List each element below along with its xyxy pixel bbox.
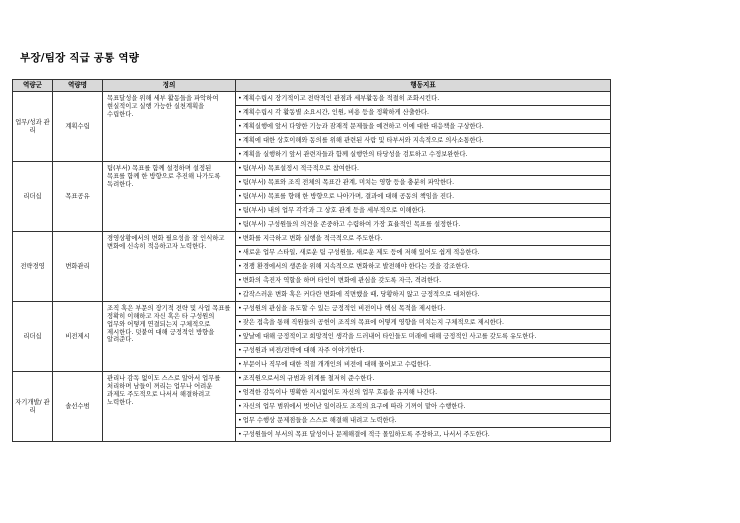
behavior-indicator: • 자신의 업무 범위에서 벗어난 일이라도 조직의 요구에 따라 기꺼이 맡아 수행한다. [236, 400, 611, 414]
behavior-indicator: • 구성원의 관심을 유도할 수 있는 긍정적인 비전이나 핵심 목적을 제시한다. [236, 302, 611, 316]
table-row [13, 232, 611, 246]
competency-definition: 조직 혹은 부문의 장기적 전략 및 사업 목표를 정확히 이해하고 자신 혹은 타 구성원의 업무와 어떻게 연결되는지 구체적으로 제시한다. 덧붙여 대해 긍정적인 방향을 알려준다. [103, 302, 236, 372]
behavior-indicator: • 부문이나 직무에 대한 적절 개개인의 비전에 대해 물어보고 수렴한다. [236, 358, 611, 372]
header-group: 역량군 [13, 80, 53, 92]
competency-group: 전략경영 [13, 232, 53, 302]
behavior-indicator: • 변화를 지극하고 변화 실행을 적극적으로 주도한다. [236, 232, 611, 246]
competency-definition: 목표달성을 위해 세부 활동들을 파악하여 현실적이고 실행 가능한 실천계획을 수립한다. [103, 92, 236, 162]
competency-table [12, 79, 611, 442]
behavior-indicator: • 갑작스러운 변화 혹은 커다란 변화에 직면했을 때, 당황하지 않고 긍정적으로 대처한다. [236, 288, 611, 302]
competency-definition: 팀(부서) 목표를 함께 설정하며 설정된 목표를 함께 한 방향으로 추진해 나가도록 독려한다. [103, 162, 236, 232]
behavior-indicator: • 팀(부서) 목표설정시 적극적으로 참여한다. [236, 162, 611, 176]
competency-group: 리더십 [13, 162, 53, 232]
header-name: 역량명 [53, 80, 103, 92]
behavior-indicator: • 업무 수행상 문제점들을 스스로 해결해 내려고 노력한다. [236, 414, 611, 428]
behavior-indicator: • 계획수립시 각 활동별 소요시간, 인원, 비용 등을 정확하게 산출한다. [236, 106, 611, 120]
behavior-indicator: • 조직원으로서의 규범과 위계를 철저히 준수한다. [236, 372, 611, 386]
behavior-indicator: • 앞날에 대해 긍정적이고 희망적인 생각을 드러내어 타인들도 미래에 대해 긍정적인 사고를 갖도록 유도한다. [236, 330, 611, 344]
behavior-indicator: • 잦은 접촉을 통해 직원들의 공헌이 조직의 목표에 어떻게 영향을 미치는지 구체적으로 제시한다. [236, 316, 611, 330]
table-row [13, 302, 611, 316]
competency-group: 리더십 [13, 302, 53, 372]
behavior-indicator: • 팀(부서) 구성원들의 의견을 존중하고 수렴하여 가장 효율적인 목표를 설정한다. [236, 218, 611, 232]
behavior-indicator: • 팀(부서) 목표와 조직 전체의 목표간 관계, 미치는 영향 등을 충분히 파악한다. [236, 176, 611, 190]
behavior-indicator: • 구성원들이 부서의 목표 달성이나 문제해결에 적극 몰입하도록 주장하고, 나서서 주도한다. [236, 428, 611, 442]
table-row [13, 372, 611, 386]
competency-name: 변화관리 [53, 232, 103, 302]
behavior-indicator: • 변화의 촉진자 역할을 하며 타인이 변화에 관심을 갖도록 자극, 격려한다. [236, 274, 611, 288]
competency-name: 계획수립 [53, 92, 103, 162]
competency-definition: 경영상황에서의 변화 필요성을 잘 인식하고 변화에 신속히 적응하고자 노력한다. [103, 232, 236, 302]
table-row [13, 92, 611, 106]
behavior-indicator: • 계획에 대한 상호이해와 동의를 위해 관련된 사람 및 타부서와 지속적으로 의사소통한다. [236, 134, 611, 148]
behavior-indicator: • 계획실행에 앞서 다양한 기능과 잠재적 문제들을 예견하고 이에 대한 대응책을 구상한다. [236, 120, 611, 134]
page-title: 부장/팀장 직급 공통 역량 [20, 52, 140, 64]
table-row [13, 162, 611, 176]
behavior-indicator: • 경쟁 환경에서의 생존을 위해 지속적으로 변화하고 발전해야 한다는 것을 강조한다. [236, 260, 611, 274]
competency-group: 자기개발/ 관리 [13, 372, 53, 442]
competency-name: 솔선수범 [53, 372, 103, 442]
header-definition: 정의 [103, 80, 236, 92]
behavior-indicator: • 팀(부서) 내의 업무 각각과 그 상호 관계 등을 세부적으로 이해한다. [236, 204, 611, 218]
competency-group: 업무/성과 관리 [13, 92, 53, 162]
table-header-row [13, 80, 611, 92]
behavior-indicator: • 계획수립시 장기적이고 전략적인 관점과 세부활동을 적절히 조화시킨다. [236, 92, 611, 106]
competency-name: 비전제시 [53, 302, 103, 372]
behavior-indicator: • 엄격한 감독이나 명확한 지시없이도 자신의 업무 흐름을 유지해 나간다. [236, 386, 611, 400]
behavior-indicator: • 팀(부서) 목표를 향해 한 방향으로 나아가며, 결과에 대해 공동의 책임을 진다. [236, 190, 611, 204]
header-behavior: 행동지표 [236, 80, 611, 92]
behavior-indicator: • 구성원과 비전/전략에 대해 자주 이야기한다. [236, 344, 611, 358]
competency-name: 목표공유 [53, 162, 103, 232]
behavior-indicator: • 새로운 업무 스타일, 새로운 팀 구성원들, 새로운 제도 등에 저해 있어도 쉽게 적응한다. [236, 246, 611, 260]
competency-definition: 관리나 감독 없이도 스스로 알아서 업무를 처리하며 남들이 꺼리는 업무나 어려운 과제도 주도적으로 나서서 해결하려고 노력한다. [103, 372, 236, 442]
behavior-indicator: • 계획을 실행하기 앞서 관련자들과 함께 실행안의 타당성을 검토하고 수정보완한다. [236, 148, 611, 162]
